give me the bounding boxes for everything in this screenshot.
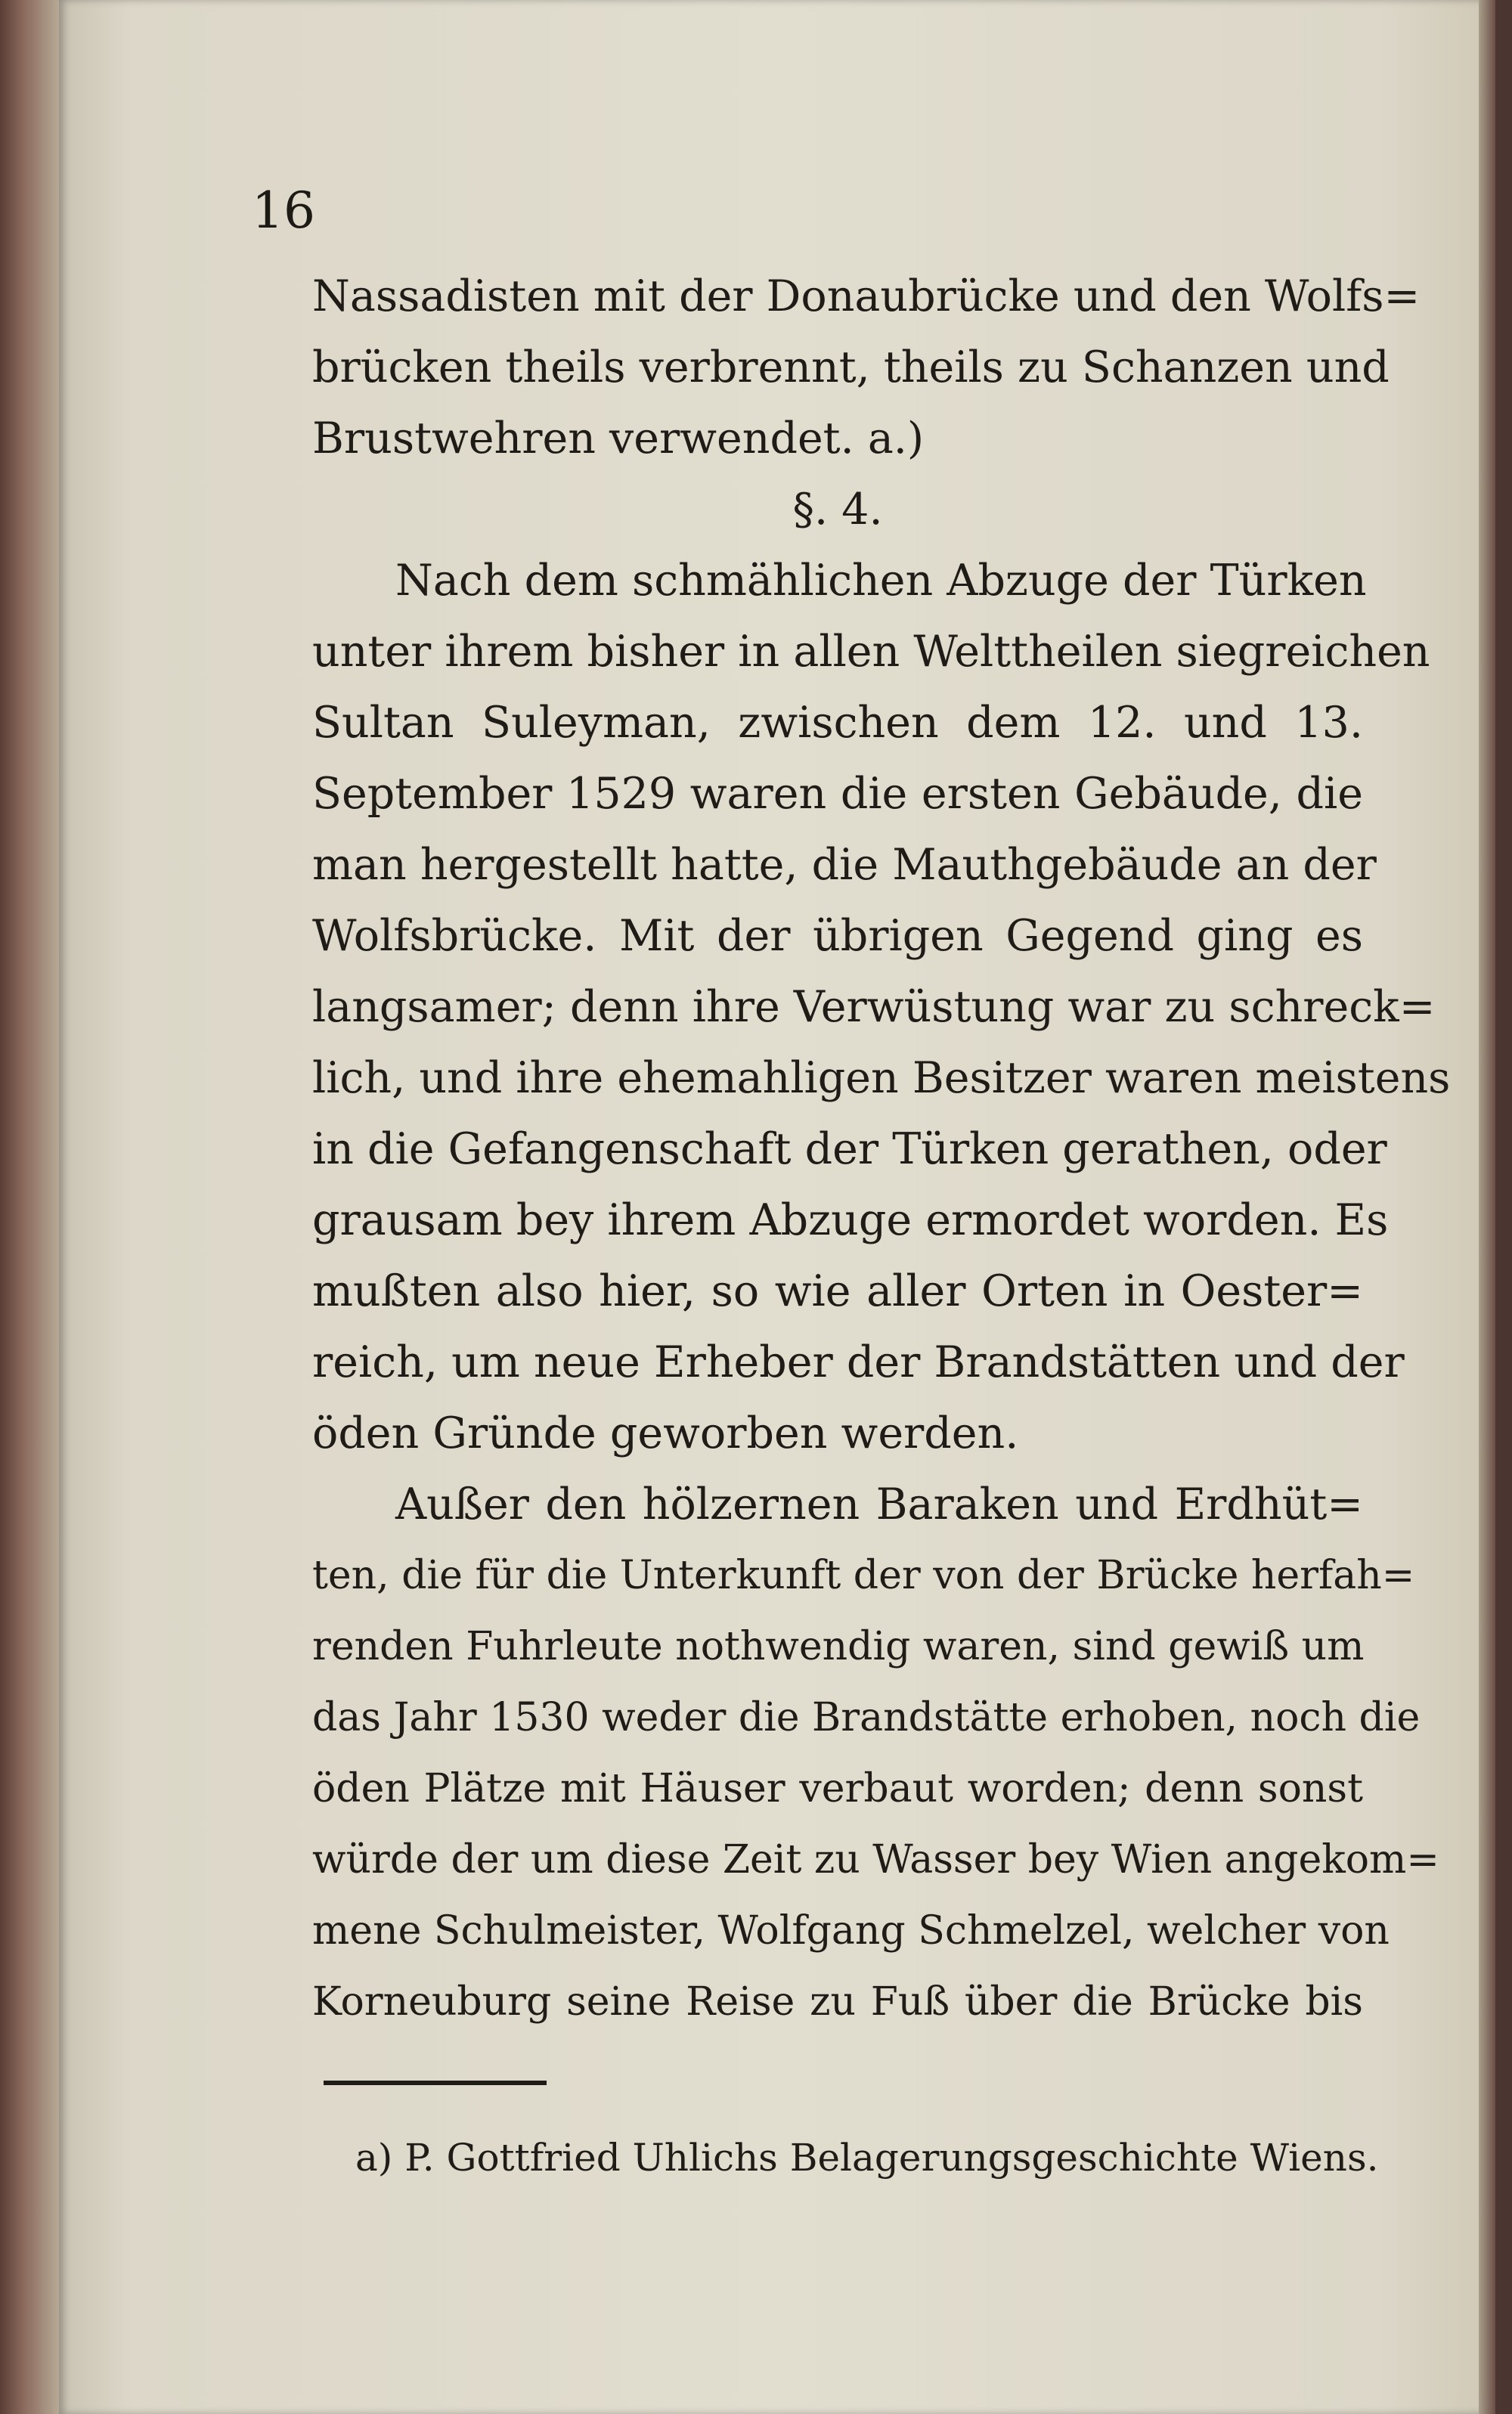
book-binding-edge <box>0 0 59 2414</box>
text-line: in die Gefangenschaft der Türken gerathen, oder <box>312 1124 1387 1174</box>
text-line: ten, die für die Unterkunft der von der Brücke herfah= <box>312 1553 1415 1598</box>
footnote: a) P. Gottfried Uhlichs Belagerungsgeschichte Wiens. <box>355 2136 1379 2180</box>
section-heading: §. 4. <box>792 485 883 535</box>
text-line: Sultan Suleyman, zwischen dem 12. und 13. <box>312 698 1363 748</box>
text-line: Korneuburg seine Reise zu Fuß über die Brücke bis <box>312 1979 1363 2025</box>
text-line: Nassadisten mit der Donaubrücke und den Wolfs= <box>312 271 1421 321</box>
text-line: langsamer; denn ihre Verwüstung war zu schreck= <box>312 982 1436 1032</box>
text-line: würde der um diese Zeit zu Wasser bey Wien angekom= <box>312 1837 1439 1883</box>
text-line: unter ihrem bisher in allen Welttheilen siegreichen <box>312 627 1430 677</box>
text-line: öden Gründe geworben werden. <box>312 1408 1019 1458</box>
page-fore-edge <box>1479 0 1495 2414</box>
text-line: öden Plätze mit Häuser verbaut worden; denn sonst <box>312 1766 1363 1811</box>
text-line: renden Fuhrleute nothwendig waren, sind gewiß um <box>312 1624 1365 1669</box>
text-line: grausam bey ihrem Abzuge ermordet worden. Es <box>312 1195 1389 1245</box>
text-line: mußten also hier, so wie aller Orten in Oester= <box>312 1266 1363 1316</box>
body-text <box>312 261 1451 2037</box>
text-line: man hergestellt hatte, die Mauthgebäude an der <box>312 840 1377 890</box>
text-line: mene Schulmeister, Wolfgang Schmelzel, welcher von <box>312 1908 1390 1954</box>
text-line: Brustwehren verwendet. a.) <box>312 414 925 463</box>
text-line: Außer den hölzernen Baraken und Erdhüt= <box>395 1480 1363 1529</box>
text-line: lich, und ihre ehemahligen Besitzer waren meistens <box>312 1053 1451 1103</box>
text-line: brücken theils verbrennt, theils zu Schanzen und <box>312 342 1390 392</box>
footnote-rule <box>324 2081 547 2085</box>
text-line: Nach dem schmählichen Abzuge der Türken <box>395 556 1367 606</box>
text-line: reich, um neue Erheber der Brandstätten und der <box>312 1337 1405 1387</box>
page-number: 16 <box>252 181 315 240</box>
text-line: Wolfsbrücke. Mit der übrigen Gegend ging es <box>312 911 1363 961</box>
text-line: das Jahr 1530 weder die Brandstätte erhoben, noch die <box>312 1695 1421 1740</box>
text-line: September 1529 waren die ersten Gebäude, die <box>312 769 1363 819</box>
